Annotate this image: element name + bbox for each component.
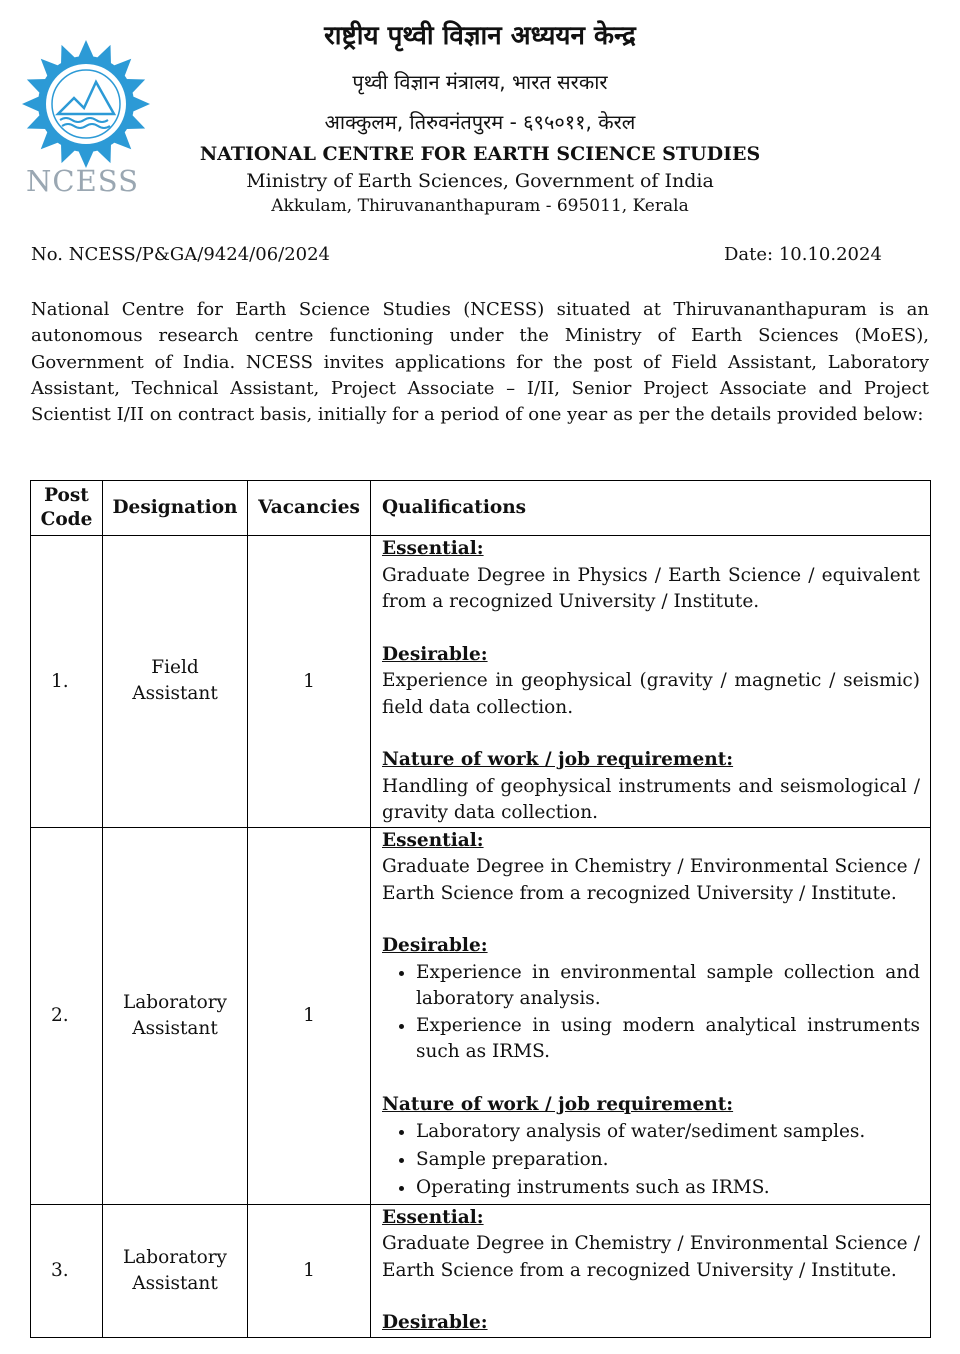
table-row [31, 827, 931, 1204]
desirable-text: Experience in geophysical (gravity / magnetic / seismic) field data collection. [382, 670, 920, 718]
vacancies-cell: 1 [248, 536, 371, 828]
intro-paragraph: National Centre for Earth Science Studies (NCESS) situated at Thiruvananthapuram is an autonomous research centre functioning under the Ministry of Earth Sciences (MoES), Government of India. NCESS invites applications for the post of Field Assistant, Laboratory Assistant, Technical Assistant, Project Associate – I/II, Senior Project Associate and Project Scientist I/II on contract basis, initially for a period of one year as per the details provided below: [31, 299, 929, 426]
qualifications-cell [371, 1204, 931, 1337]
ncess-wordmark: NCESS [26, 164, 139, 198]
essential-label: Essential: [382, 829, 484, 851]
notice-date: Date: 10.10.2024 [724, 244, 882, 265]
vacancy-table [30, 480, 931, 1338]
qualifications-cell [371, 536, 931, 828]
vacancies-cell: 1 [248, 827, 371, 1204]
designation-cell: Field Assistant [103, 536, 248, 828]
english-ministry-line: Ministry of Earth Sciences, Government of India [246, 170, 714, 192]
table-header-row [31, 481, 931, 536]
list-item: • Experience in using modern analytical instruments such as IRMS. [416, 1013, 920, 1066]
desirable-label: Desirable: [382, 1312, 488, 1333]
essential-label: Essential: [382, 538, 484, 559]
list-item: • Experience in environmental sample collection and laboratory analysis. [416, 960, 920, 1013]
designation-cell: Laboratory Assistant [103, 827, 248, 1204]
post-code-cell: 1. [31, 536, 103, 828]
header-qualifications: Qualifications [371, 481, 931, 536]
ncess-logo [18, 38, 156, 200]
desirable-label: Desirable: [382, 935, 488, 956]
english-institution-title: NATIONAL CENTRE FOR EARTH SCIENCE STUDIES [199, 143, 761, 165]
list-item: • Laboratory analysis of water/sediment samples. [416, 1118, 920, 1146]
reference-number: No. NCESS/P&GA/9424/06/2024 [31, 244, 331, 265]
desirable-label: Desirable: [382, 643, 488, 665]
table-row [31, 1204, 931, 1337]
nature-of-work-list [382, 1118, 920, 1202]
qualifications-cell [371, 827, 931, 1204]
vacancies-cell: 1 [248, 1204, 371, 1337]
essential-text: Graduate Degree in Physics / Earth Science / equivalent from a recognized University / Institute. [382, 564, 920, 612]
list-item: • Sample preparation. [416, 1146, 920, 1174]
hindi-ministry-line: पृथ्वी विज्ञान मंत्रालय, भारत सरकार [352, 70, 608, 94]
post-code-cell: 2. [31, 827, 103, 1204]
english-address-line: Akkulam, Thiruvananthapuram - 695011, Kerala [271, 196, 689, 216]
header-vacancies: Vacancies [248, 481, 371, 536]
desirable-list [382, 960, 920, 1066]
hindi-address-line: आक्कुलम, तिरुवनंतपुरम - ६९५०११, केरल [324, 110, 636, 134]
table-row [31, 536, 931, 828]
nature-of-work-label: Nature of work / job requirement: [382, 1093, 734, 1115]
nature-of-work-label: Nature of work / job requirement: [382, 749, 734, 770]
post-code-cell: 3. [31, 1204, 103, 1337]
hindi-institution-title: राष्ट्रीय पृथ्वी विज्ञान अध्ययन केन्द्र [324, 21, 636, 51]
essential-text: Graduate Degree in Chemistry / Environmental Science / Earth Science from a recognized University / Institute. [382, 856, 920, 904]
designation-cell: Laboratory Assistant [103, 1204, 248, 1337]
list-item: • Operating instruments such as IRMS. [416, 1174, 920, 1202]
essential-text: Graduate Degree in Chemistry / Environmental Science / Earth Science from a recognized University / Institute. [382, 1233, 920, 1281]
header-post-code: Post Code [31, 481, 103, 536]
essential-label: Essential: [382, 1206, 484, 1228]
nature-of-work-text: Handling of geophysical instruments and seismological / gravity data collection. [382, 775, 920, 823]
header-designation: Designation [103, 481, 248, 536]
